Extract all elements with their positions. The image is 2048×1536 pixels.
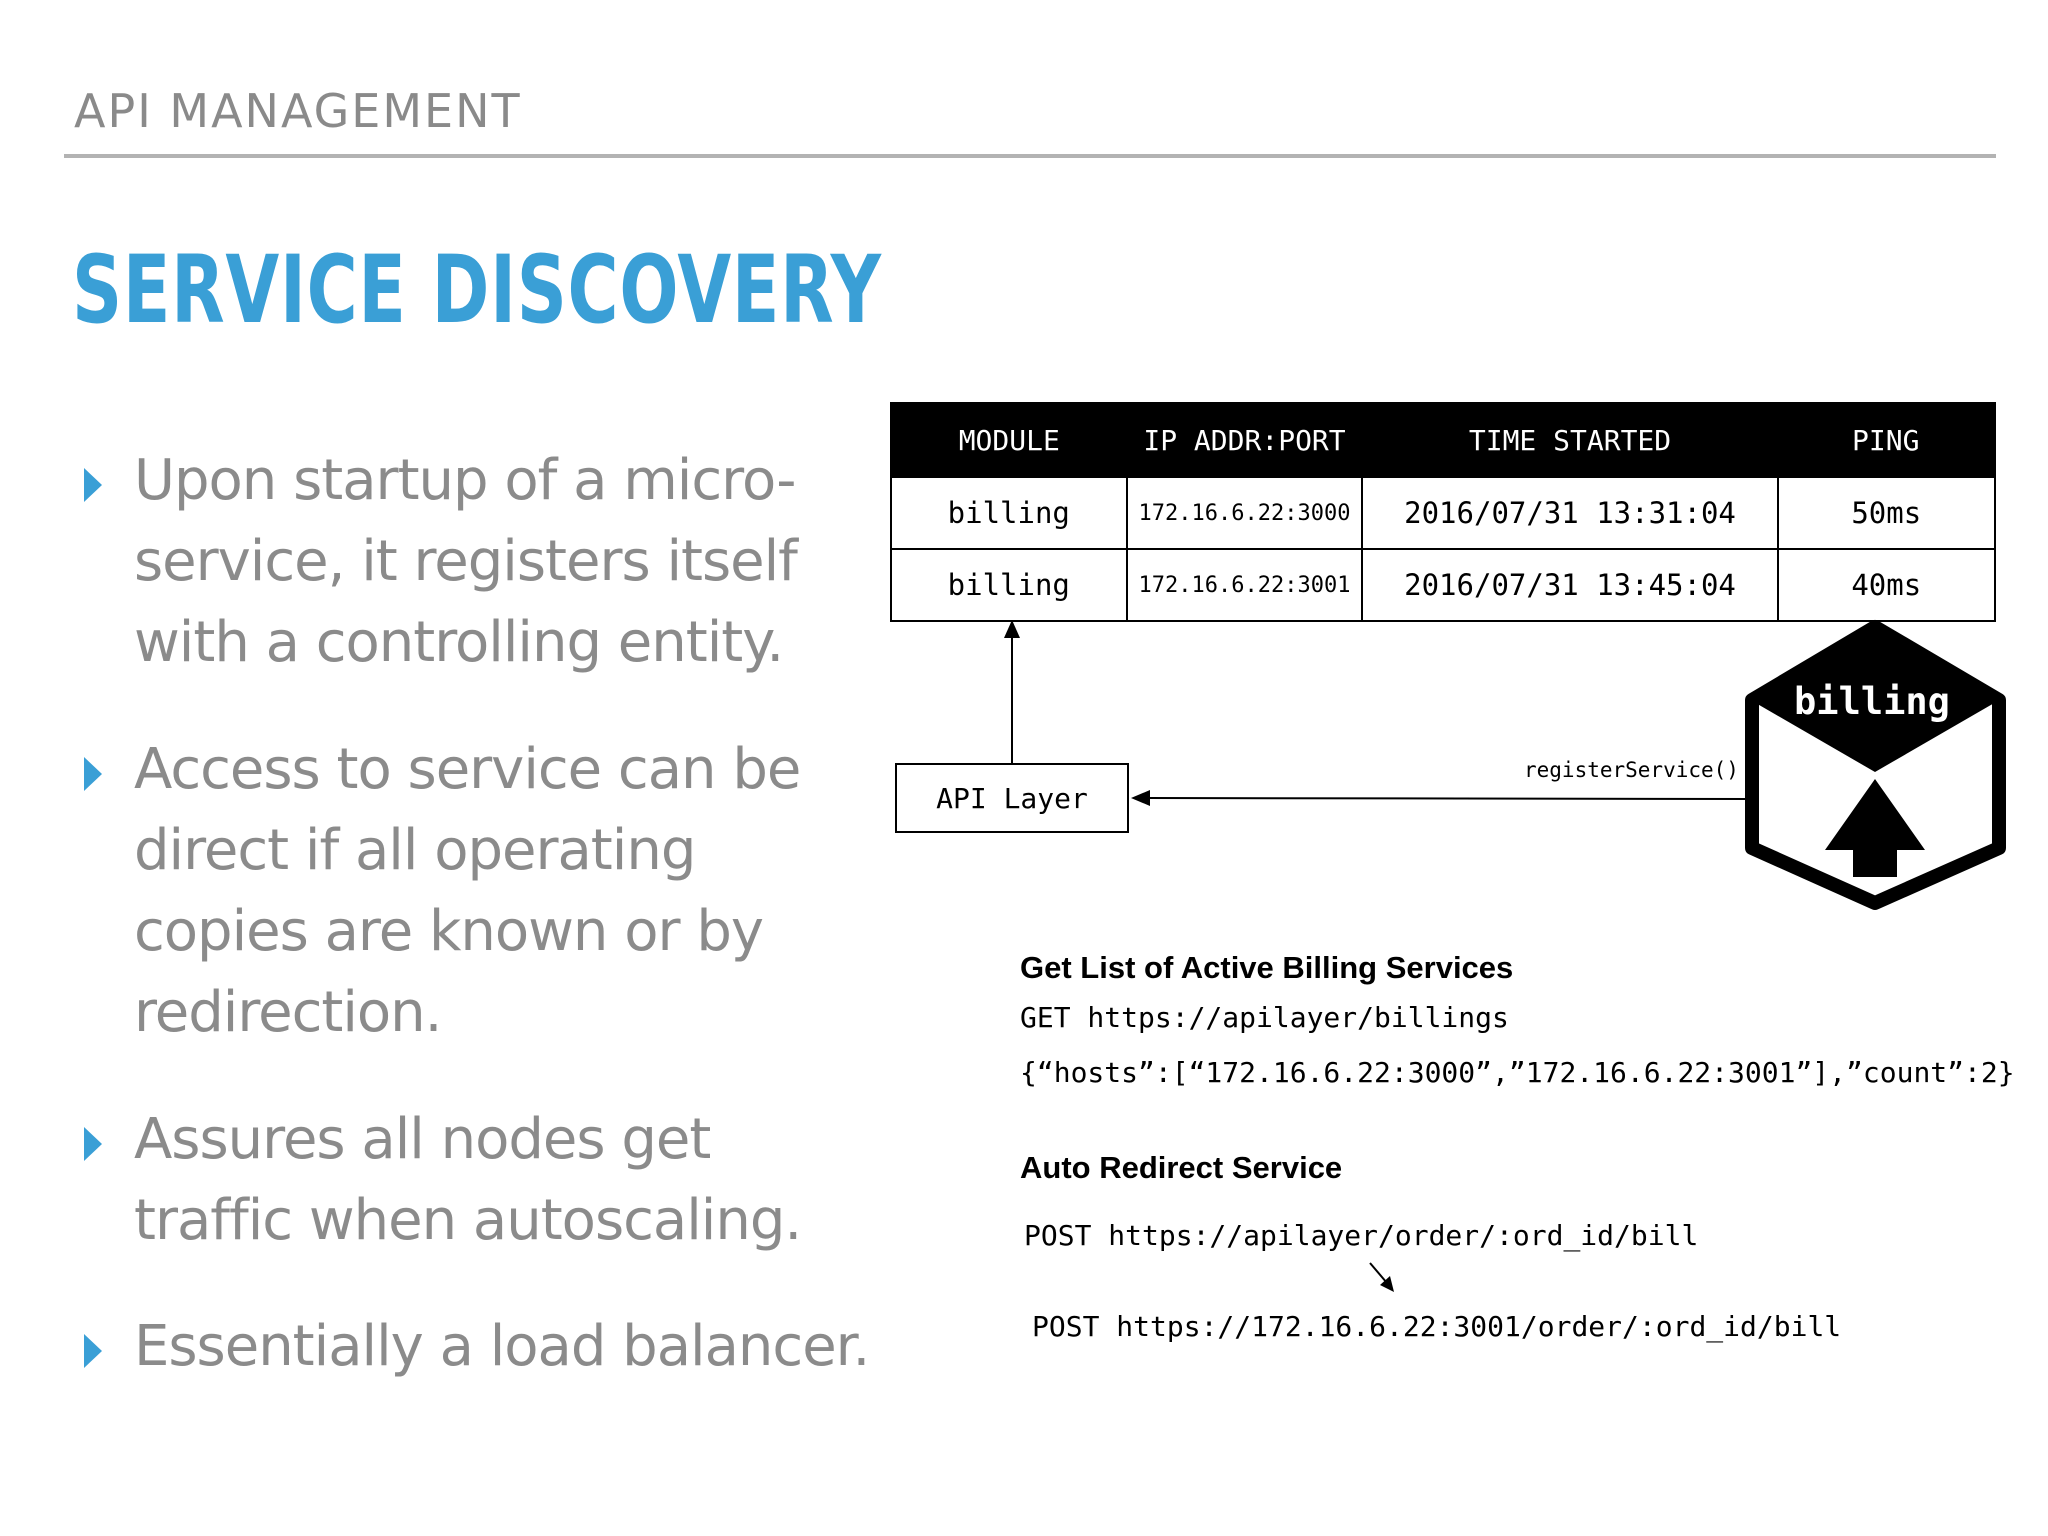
slide-title: SERVICE DISCOVERY <box>72 236 882 345</box>
ip-cell: 172.16.6.22:3001 <box>1127 549 1363 621</box>
section-label: API MANAGEMENT <box>74 84 522 138</box>
column-header: MODULE <box>891 403 1127 477</box>
bullet-text: Essentially a load balancer. <box>134 1314 870 1379</box>
bullet-text: Assures all nodes get traffic when autoscaling. <box>134 1107 802 1253</box>
column-header: PING <box>1778 403 1995 477</box>
register-service-label: registerService() <box>1524 758 1739 782</box>
register-arrow-head-icon <box>1131 790 1150 806</box>
up-arrow-head-icon <box>1004 620 1020 638</box>
bullet-text: Upon startup of a micro- service, it registers itself with a controlling entity. <box>134 448 797 675</box>
time-cell: 2016/07/31 13:45:04 <box>1362 549 1777 621</box>
register-arrow-line <box>1148 798 1752 799</box>
billing-hex-label: billing <box>1794 680 1950 723</box>
ping-cell: 50ms <box>1778 477 1995 549</box>
module-cell: billing <box>891 477 1127 549</box>
ping-cell: 40ms <box>1778 549 1995 621</box>
billing-service-hex-icon <box>1752 627 1999 903</box>
column-header: TIME STARTED <box>1362 403 1777 477</box>
list-response: {“hosts”:[“172.16.6.22:3000”,”172.16.6.22:3001”],”count”:2} <box>1020 1056 2015 1089</box>
ip-cell: 172.16.6.22:3000 <box>1127 477 1363 549</box>
redirect-target: POST https://172.16.6.22:3001/order/:ord_id/bill <box>1032 1310 1842 1343</box>
redirect-heading: Auto Redirect Service <box>1020 1150 1343 1185</box>
redirect-arrow-line <box>1370 1263 1387 1283</box>
module-cell: billing <box>891 549 1127 621</box>
api-layer-box: API Layer <box>895 763 1129 833</box>
list-request: GET https://apilayer/billings <box>1020 1001 1509 1034</box>
time-cell: 2016/07/31 13:31:04 <box>1362 477 1777 549</box>
column-header: IP ADDR:PORT <box>1127 403 1363 477</box>
redirect-request: POST https://apilayer/order/:ord_id/bill <box>1024 1219 1699 1252</box>
bullet-text: Access to service can be direct if all operating copies are known or by redirection. <box>134 737 801 1045</box>
list-heading: Get List of Active Billing Services <box>1020 950 1514 985</box>
